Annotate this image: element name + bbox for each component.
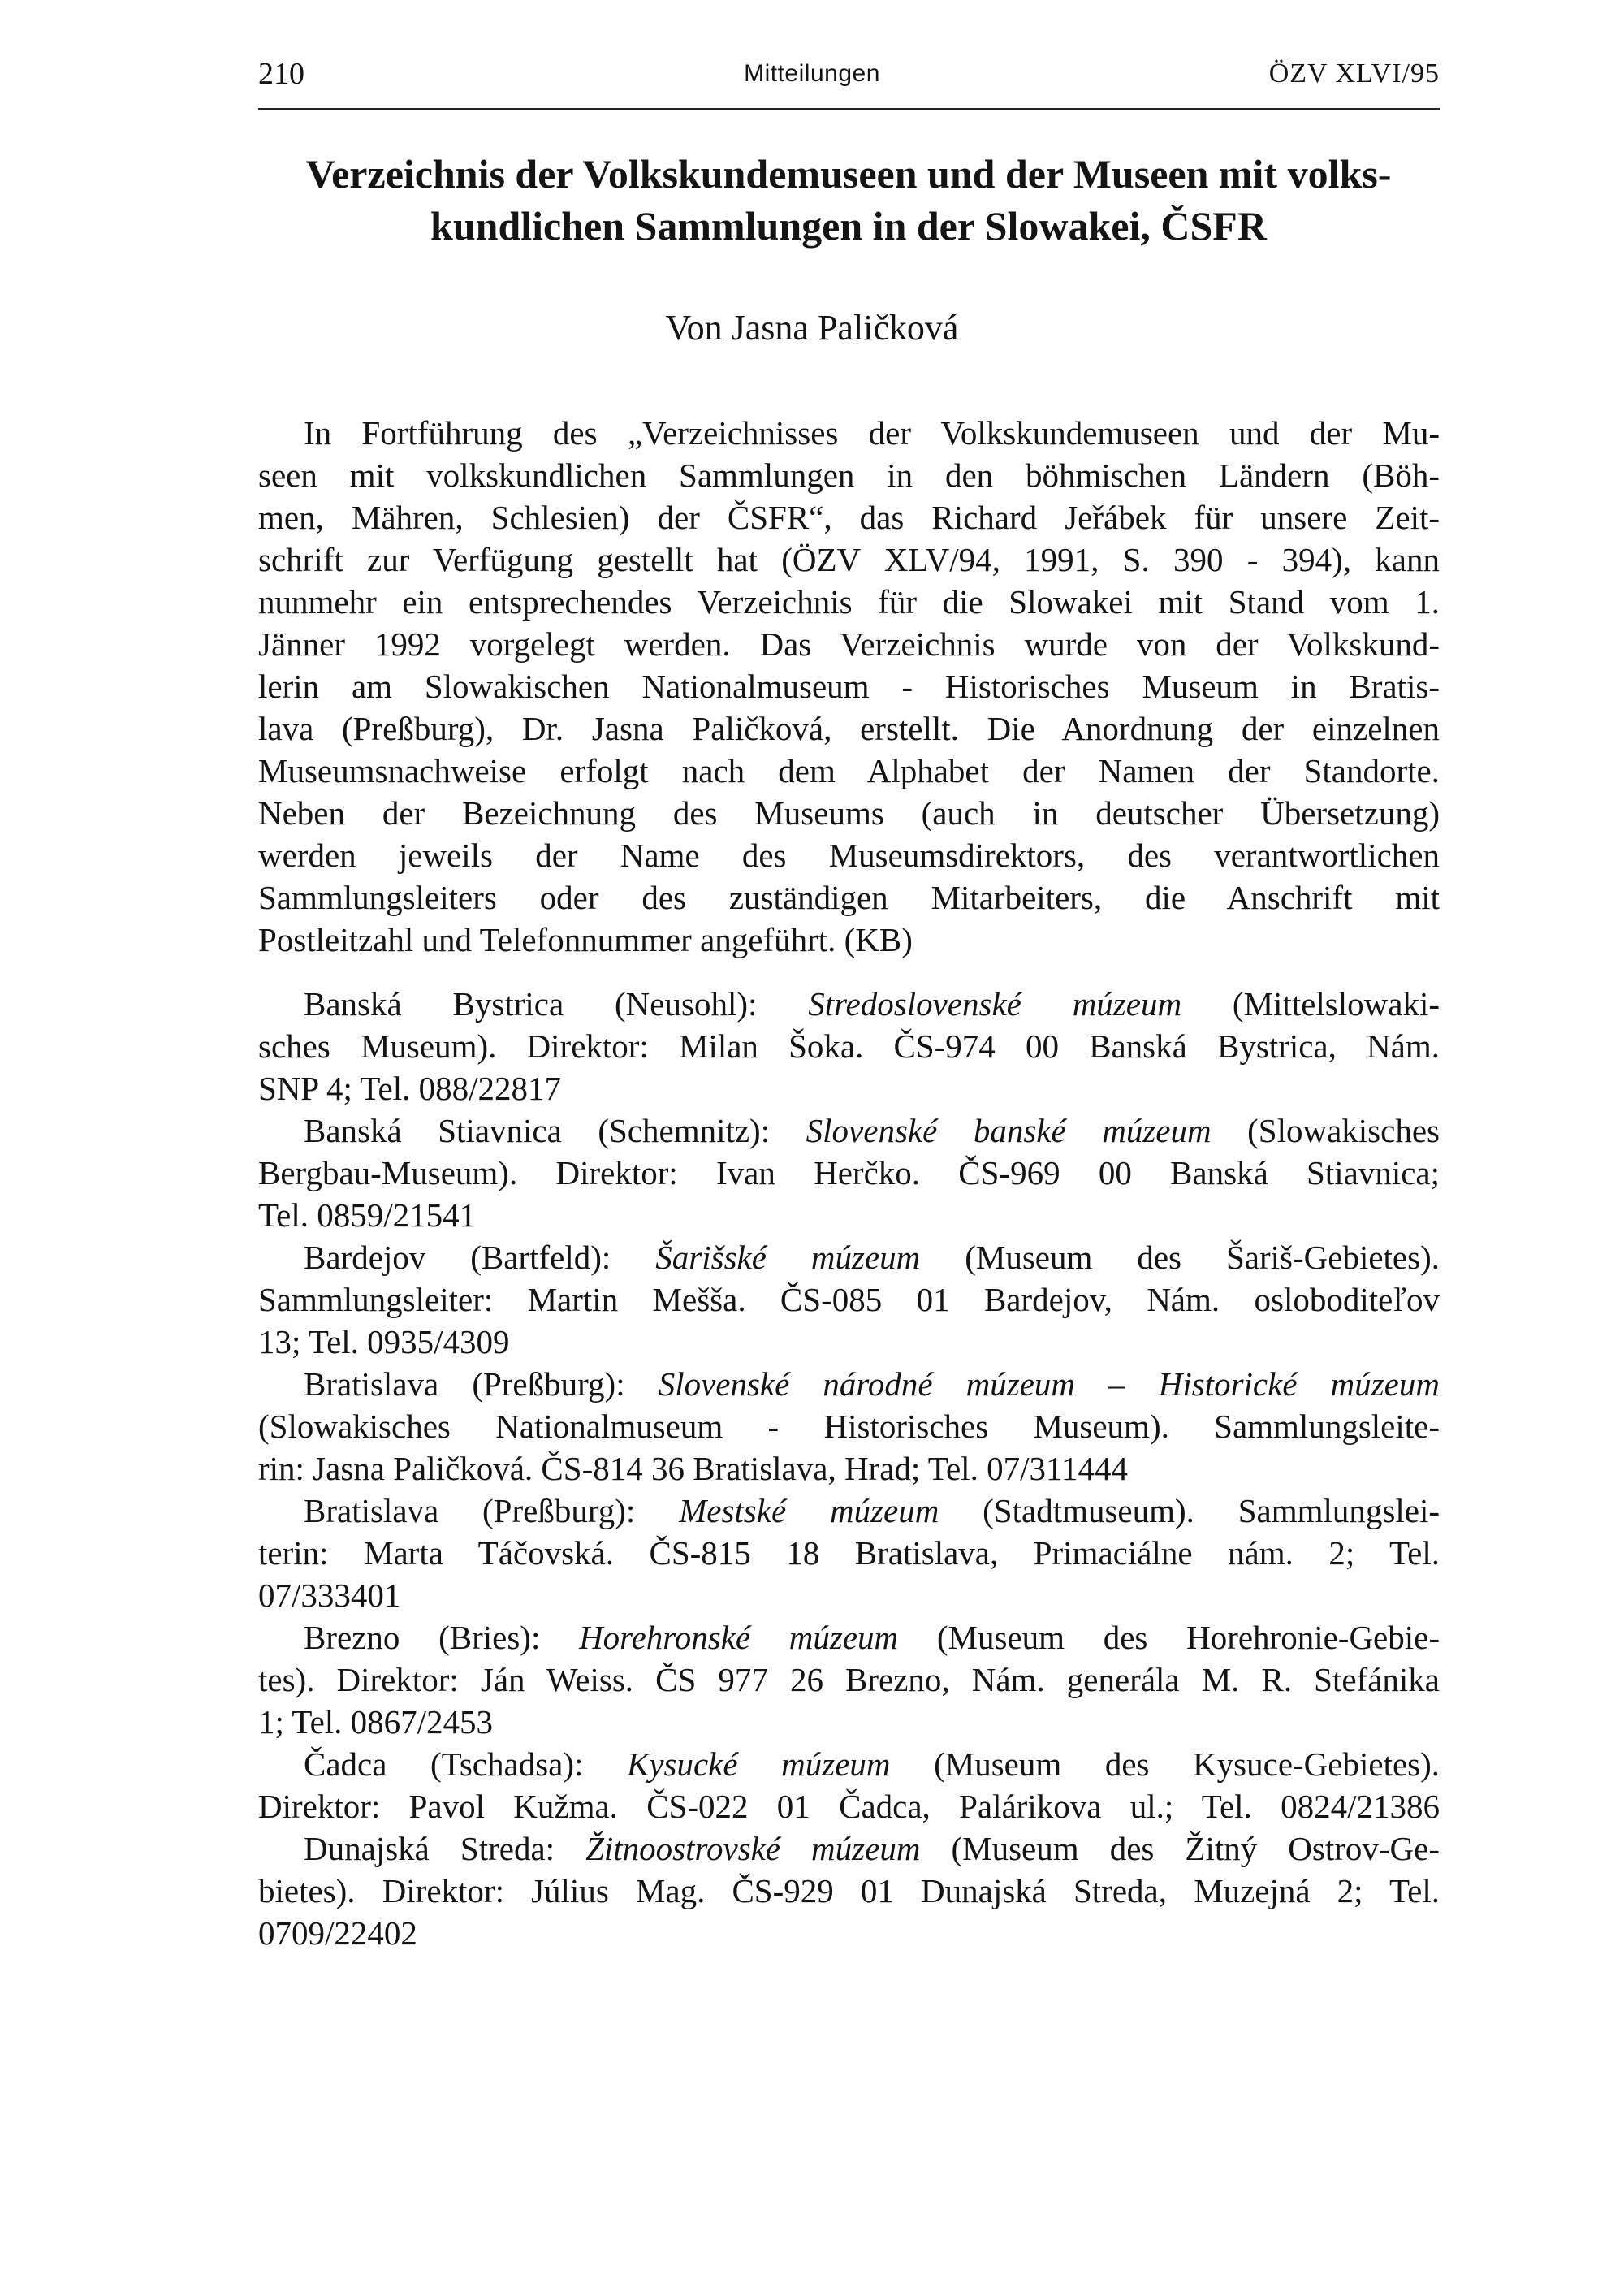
article-title bbox=[227, 148, 1470, 252]
text-segment: schrift zur Verfügung gestellt hat (ÖZV XLV/94, 1991, S. 390 - 394), kann bbox=[258, 541, 1440, 578]
text-segment: 0709/22402 bbox=[258, 1914, 417, 1952]
text-line bbox=[258, 454, 1440, 496]
text-line bbox=[258, 1363, 1440, 1405]
text-line bbox=[258, 750, 1440, 792]
museum-name: Mestské múzeum bbox=[679, 1492, 939, 1529]
text-line bbox=[258, 623, 1440, 665]
text-line bbox=[258, 1743, 1440, 1785]
text-line bbox=[258, 1194, 1440, 1236]
intro-paragraph bbox=[258, 412, 1440, 961]
museum-name: Žitnoostrovské múzeum bbox=[585, 1830, 921, 1867]
text-line bbox=[258, 1701, 1440, 1743]
article-author: Von Jasna Paličková bbox=[665, 308, 959, 348]
journal-reference: ÖZV XLVI/95 bbox=[1268, 58, 1440, 89]
text-segment: nunmehr ein entsprechendes Verzeichnis für die Slowakei mit Stand vom 1. bbox=[258, 583, 1440, 621]
text-segment: 07/333401 bbox=[258, 1576, 401, 1614]
text-segment: lerin am Slowakischen Nationalmuseum - Historisches Museum in Bratis- bbox=[258, 668, 1440, 705]
text-segment: 1; Tel. 0867/2453 bbox=[258, 1703, 494, 1741]
museum-name: Šarišské múzeum bbox=[655, 1239, 921, 1276]
text-segment: lava (Preßburg), Dr. Jasna Paličková, erstellt. Die Anordnung der einzelnen bbox=[258, 710, 1440, 747]
text-line bbox=[258, 1067, 1440, 1109]
text-segment: Bratislava (Preßburg): bbox=[304, 1492, 680, 1529]
text-line bbox=[258, 1152, 1440, 1194]
text-line bbox=[258, 707, 1440, 750]
text-line bbox=[258, 1490, 1440, 1532]
museum-entry bbox=[258, 1616, 1440, 1743]
text-line bbox=[258, 1278, 1440, 1321]
text-segment: In Fortführung des „Verzeichnisses der Volkskundemuseen und der Mu- bbox=[304, 414, 1440, 452]
text-segment: (Museum des Kysuce-Gebietes). bbox=[890, 1745, 1440, 1783]
text-line bbox=[258, 1405, 1440, 1447]
text-segment: (Stadtmuseum). Sammlungslei- bbox=[939, 1492, 1440, 1529]
text-segment: 13; Tel. 0935/4309 bbox=[258, 1323, 510, 1360]
text-segment: Dunajská Streda: bbox=[304, 1830, 586, 1867]
text-line bbox=[258, 1447, 1440, 1490]
text-segment: sches Museum). Direktor: Milan Šoka. ČS-974 00 Banská Bystrica, Nám. bbox=[258, 1027, 1440, 1065]
text-line bbox=[258, 665, 1440, 707]
text-line bbox=[258, 792, 1440, 834]
text-segment: Tel. 0859/21541 bbox=[258, 1196, 477, 1234]
text-line bbox=[258, 538, 1440, 581]
text-line bbox=[258, 1658, 1440, 1701]
text-segment: seen mit volkskundlichen Sammlungen in den böhmischen Ländern (Böh- bbox=[258, 456, 1440, 494]
text-segment: Direktor: Pavol Kužma. ČS-022 01 Čadca, Palárikova ul.; Tel. 0824/21386 bbox=[258, 1788, 1440, 1825]
text-segment: (Museum des Žitný Ostrov-Ge- bbox=[920, 1830, 1440, 1867]
museum-entry bbox=[258, 1743, 1440, 1827]
museum-entries-list bbox=[258, 983, 1440, 1954]
text-segment: Čadca (Tschadsa): bbox=[304, 1745, 627, 1783]
text-segment: terin: Marta Táčovská. ČS-815 18 Bratislava, Primaciálne nám. 2; Tel. bbox=[258, 1534, 1440, 1572]
museum-entry bbox=[258, 1490, 1440, 1616]
text-line bbox=[258, 983, 1440, 1025]
text-segment: Sammlungsleiter: Martin Mešša. ČS-085 01 Bardejov, Nám. osloboditeľov bbox=[258, 1281, 1440, 1318]
text-line bbox=[258, 1616, 1440, 1658]
text-line bbox=[258, 1785, 1440, 1827]
museum-name: Kysucké múzeum bbox=[626, 1745, 891, 1783]
article-title-line: Verzeichnis der Volkskundemuseen und der Museen mit volks- bbox=[305, 151, 1392, 197]
text-line bbox=[258, 1827, 1440, 1870]
text-segment: Brezno (Bries): bbox=[304, 1619, 580, 1656]
museum-name: Slovenské národné múzeum – Historické múzeum bbox=[658, 1365, 1440, 1403]
text-line bbox=[258, 876, 1440, 919]
text-line bbox=[258, 1574, 1440, 1616]
page-number: 210 bbox=[258, 57, 304, 91]
museum-entry bbox=[258, 1827, 1440, 1954]
text-segment: men, Mähren, Schlesien) der ČSFR“, das Richard Jeřábek für unsere Zeit- bbox=[258, 499, 1440, 536]
text-segment: Banská Stiavnica (Schemnitz): bbox=[304, 1112, 806, 1149]
text-line bbox=[258, 919, 1440, 961]
text-segment: (Museum des Horehronie-Gebie- bbox=[898, 1619, 1440, 1656]
museum-entry bbox=[258, 983, 1440, 1109]
text-line bbox=[258, 1532, 1440, 1574]
text-segment: Bardejov (Bartfeld): bbox=[304, 1239, 656, 1276]
text-line bbox=[258, 1236, 1440, 1278]
text-segment: tes). Direktor: Ján Weiss. ČS 977 26 Brezno, Nám. generála M. R. Stefánika bbox=[258, 1661, 1440, 1698]
museum-name: Stredoslovenské múzeum bbox=[808, 985, 1182, 1023]
text-line bbox=[258, 1870, 1440, 1912]
text-segment: werden jeweils der Name des Museumsdirektors, des verantwortlichen bbox=[258, 837, 1440, 874]
museum-name: Slovenské banské múzeum bbox=[806, 1112, 1212, 1149]
text-segment: Bratislava (Preßburg): bbox=[304, 1365, 659, 1403]
text-segment: (Mittelslowaki- bbox=[1181, 985, 1440, 1023]
text-segment: Neben der Bezeichnung des Museums (auch in deutscher Übersetzung) bbox=[258, 794, 1440, 832]
article-title-line: kundlichen Sammlungen in der Slowakei, ČSFR bbox=[430, 203, 1267, 249]
museum-name: Horehronské múzeum bbox=[579, 1619, 899, 1656]
museum-entry bbox=[258, 1236, 1440, 1363]
museum-entry bbox=[258, 1109, 1440, 1236]
text-line bbox=[258, 1109, 1440, 1152]
text-segment: Jänner 1992 vorgelegt werden. Das Verzeichnis wurde von der Volkskund- bbox=[258, 625, 1440, 663]
text-segment: rin: Jasna Paličková. ČS-814 36 Bratislava, Hrad; Tel. 07/311444 bbox=[258, 1450, 1128, 1487]
text-segment: Sammlungsleiters oder des zuständigen Mitarbeiters, die Anschrift mit bbox=[258, 879, 1440, 916]
museum-entry bbox=[258, 1363, 1440, 1490]
text-segment: (Museum des Šariš-Gebietes). bbox=[920, 1239, 1440, 1276]
text-line bbox=[258, 581, 1440, 623]
text-segment: Postleitzahl und Telefonnummer angeführt. (KB) bbox=[258, 921, 913, 958]
text-segment: Bergbau-Museum). Direktor: Ivan Herčko. ČS-969 00 Banská Stiavnica; bbox=[258, 1154, 1440, 1191]
text-segment: bietes). Direktor: Július Mag. ČS-929 01 Dunajská Streda, Muzejná 2; Tel. bbox=[258, 1872, 1440, 1909]
text-segment: Museumsnachweise erfolgt nach dem Alphabet der Namen der Standorte. bbox=[258, 752, 1440, 789]
text-segment: Banská Bystrica (Neusohl): bbox=[304, 985, 809, 1023]
text-line bbox=[258, 1321, 1440, 1363]
text-segment: (Slowakisches bbox=[1211, 1112, 1440, 1149]
text-line bbox=[258, 1025, 1440, 1067]
text-line bbox=[258, 834, 1440, 876]
running-section-title: Mitteilungen bbox=[744, 60, 880, 87]
text-line bbox=[258, 1912, 1440, 1954]
text-line bbox=[258, 412, 1440, 454]
header-rule bbox=[258, 108, 1440, 110]
text-line bbox=[258, 496, 1440, 538]
text-segment: SNP 4; Tel. 088/22817 bbox=[258, 1070, 562, 1107]
text-segment: (Slowakisches Nationalmuseum - Historisches Museum). Sammlungsleite- bbox=[258, 1408, 1440, 1445]
